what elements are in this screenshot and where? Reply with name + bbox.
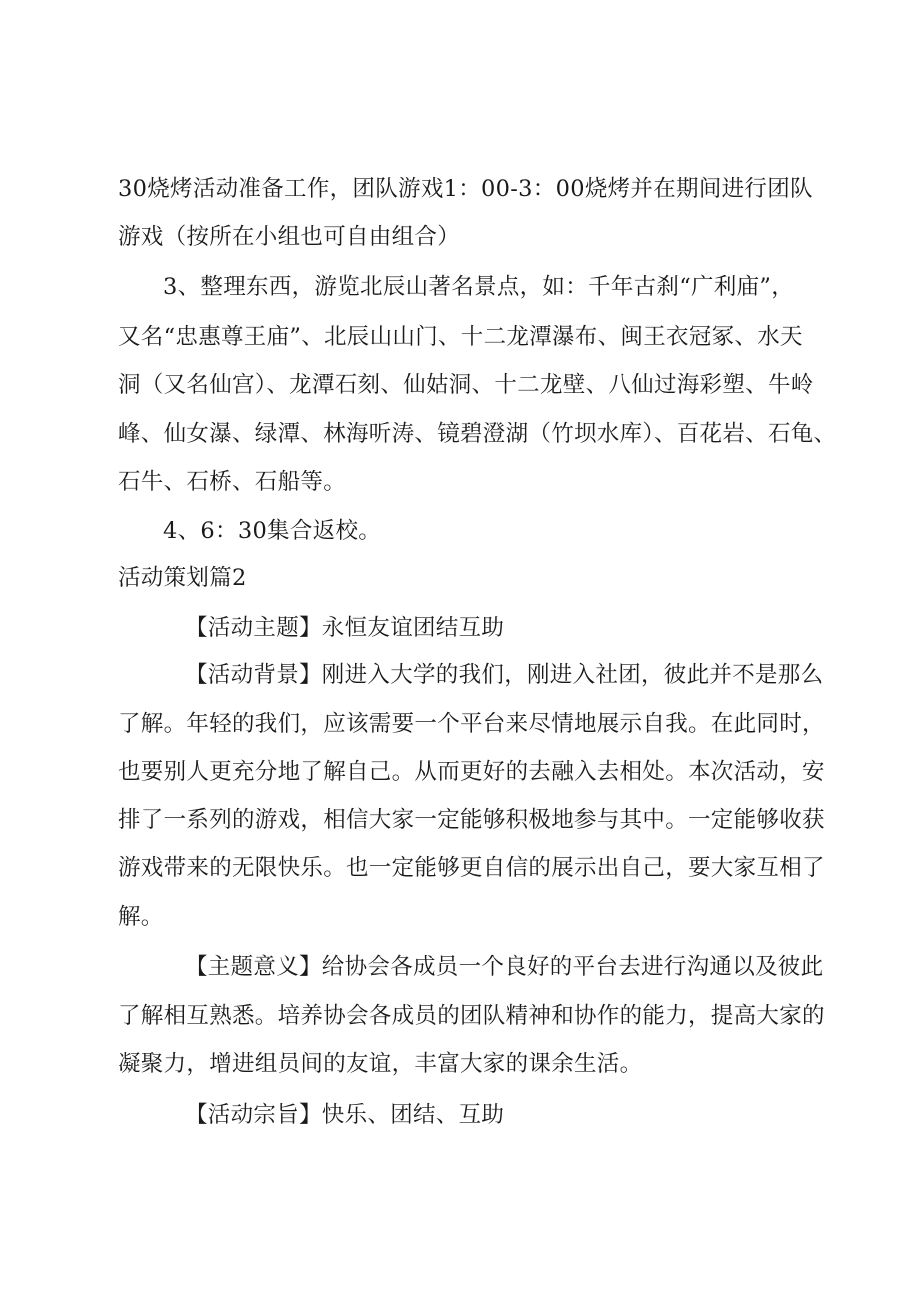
text-line: 3、整理东西，游览北辰山著名景点，如：千年古刹“广利庙”， <box>163 274 795 300</box>
text-line: 排了一系列的游戏，相信大家一定能够积极地参与其中。一定能够收获 <box>118 807 825 833</box>
text-line: 又名“忠惠尊王庙”、北辰山山门、十二龙潭瀑布、闽王衣冠冢、水天 <box>118 324 803 350</box>
text-line: 【活动背景】刚进入大学的我们，刚进入社团，彼此并不是那么 <box>185 662 824 688</box>
text-line: 【主题意义】给协会各成员一个良好的平台去进行沟通以及彼此 <box>185 954 824 980</box>
text-line: 30烧烤活动准备工作，团队游戏1：00-3：00烧烤并在期间进行团队 <box>118 176 813 202</box>
text-line: 【活动宗旨】快乐、团结、互助 <box>185 1102 505 1128</box>
text-line: 凝聚力，增进组员间的友谊，丰富大家的课余生活。 <box>118 1051 643 1077</box>
text-line: 解。 <box>118 904 164 930</box>
text-line: 【活动主题】永恒友谊团结互助 <box>185 615 505 641</box>
text-line: 峰、仙女瀑、绿潭、林海听涛、镜碧澄湖（竹坝水库）、百花岩、石龟、 <box>118 421 837 447</box>
text-line: 游戏带来的无限快乐。也一定能够更自信的展示出自己，要大家互相了 <box>118 855 825 881</box>
text-line: 了解。年轻的我们，应该需要一个平台来尽情地展示自我。在此同时， <box>118 711 825 737</box>
section-heading: 活动策划篇2 <box>118 565 247 591</box>
text-line: 石牛、石桥、石船等。 <box>118 469 347 495</box>
text-line: 4、6：30集合返校。 <box>163 518 382 544</box>
text-line: 洞（又名仙宫）、龙潭石刻、仙姑洞、十二龙壁、八仙过海彩塑、牛岭 <box>118 372 814 398</box>
text-line: 游戏（按所在小组也可自由组合） <box>118 224 461 250</box>
text-line: 了解相互熟悉。培养协会各成员的团队精神和协作的能力，提高大家的 <box>118 1003 825 1029</box>
text-line: 也要别人更充分地了解自己。从而更好的去融入去相处。本次活动，安 <box>118 759 825 785</box>
